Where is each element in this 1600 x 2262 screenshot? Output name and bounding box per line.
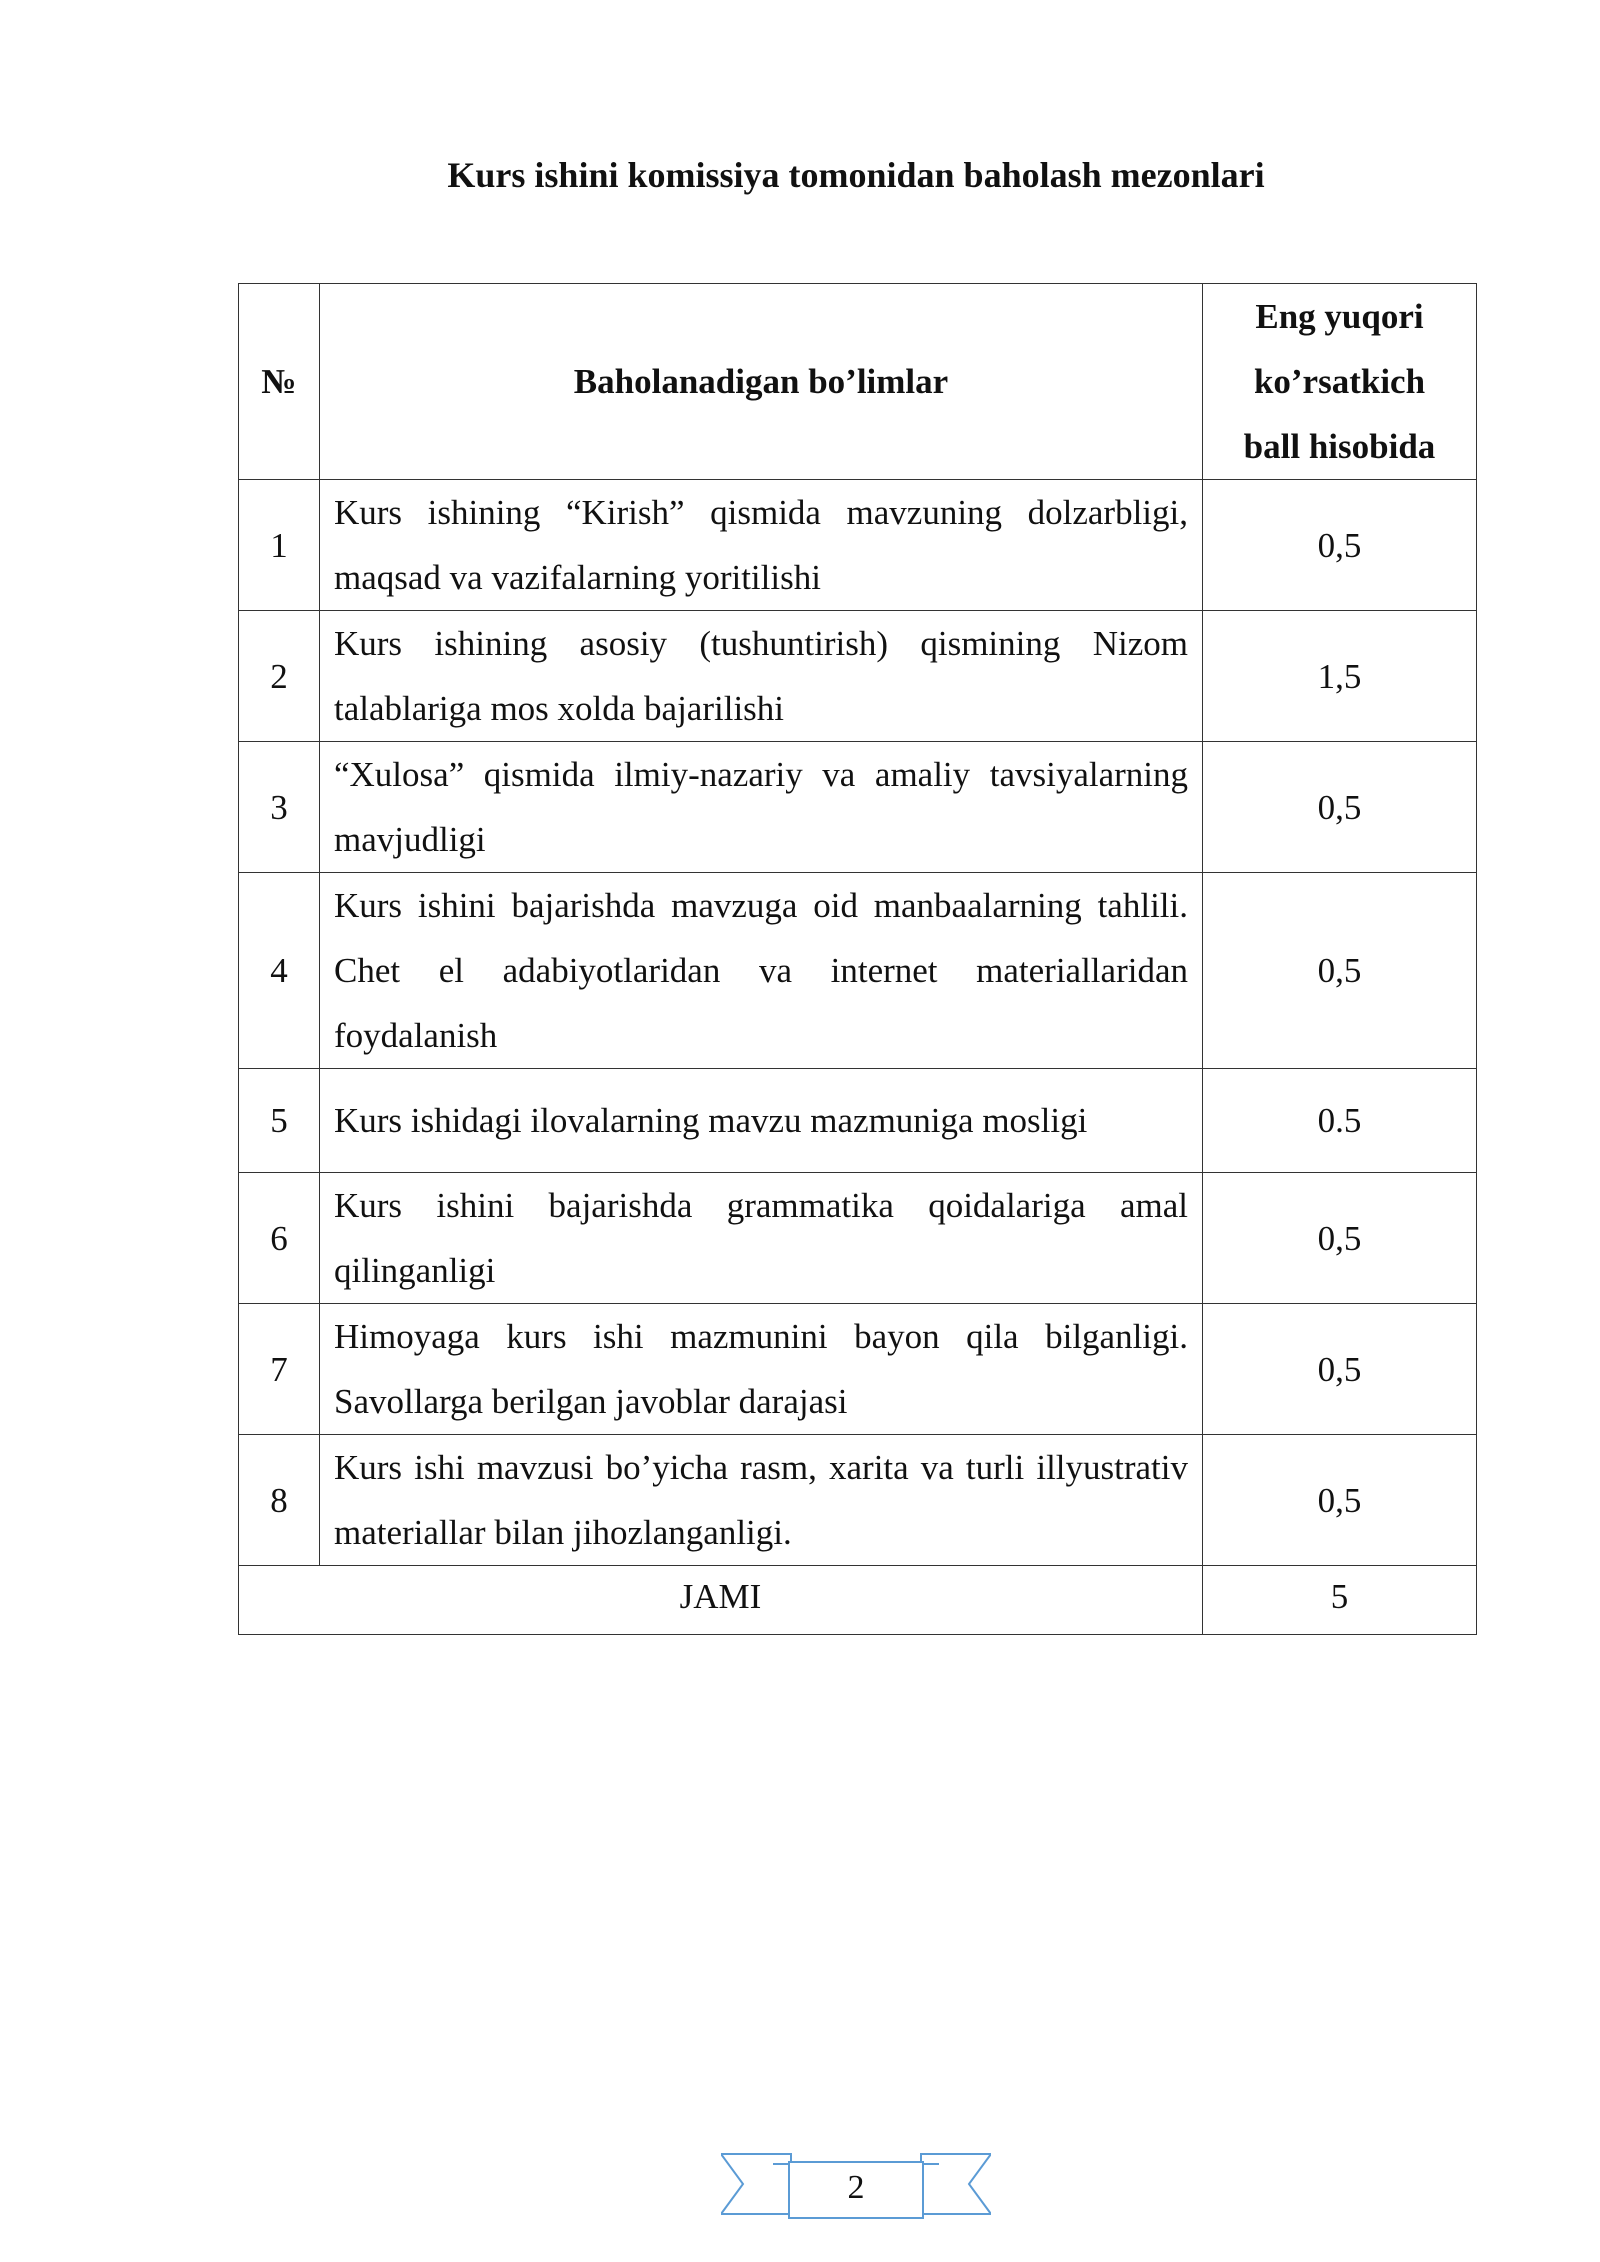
page-title: Kurs ishini komissiya tomonidan baholash mezonlari <box>447 155 1265 195</box>
table-header-row <box>239 284 1477 480</box>
row-score: 0,5 <box>1203 1304 1477 1435</box>
row-text: Kurs ishining asosiy (tushuntirish) qismining Nizom talablariga mos xolda bajarilishi <box>320 611 1203 742</box>
criteria-table <box>238 283 1477 1635</box>
row-number: 1 <box>239 480 320 611</box>
row-text: Kurs ishidagi ilovalarning mavzu mazmuniga mosligi <box>320 1069 1203 1173</box>
header-max-score-text: Eng yuqori ko’rsatkich ball hisobida <box>1243 297 1436 466</box>
table-row <box>239 873 1477 1069</box>
row-text: Kurs ishini bajarishda mavzuga oid manbaalarning tahlili. Chet el adabiyotlaridan va internet materiallaridan foydalanish <box>320 873 1203 1069</box>
total-score: 5 <box>1330 1577 1349 1616</box>
total-label-cell <box>239 1566 1203 1635</box>
row-score: 0,5 <box>1203 1435 1477 1566</box>
row-text: Himoyaga kurs ishi mazmunini bayon qila bilganligi. Savollarga berilgan javoblar darajasi <box>320 1304 1203 1435</box>
header-max-score <box>1203 284 1477 480</box>
table-row <box>239 1173 1477 1304</box>
row-number: 4 <box>239 873 320 1069</box>
table-row <box>239 611 1477 742</box>
header-number: № <box>239 284 320 480</box>
row-number: 8 <box>239 1435 320 1566</box>
total-row <box>239 1566 1477 1635</box>
table-row <box>239 480 1477 611</box>
row-score: 0.5 <box>1203 1069 1477 1173</box>
row-score: 0,5 <box>1203 873 1477 1069</box>
row-number: 6 <box>239 1173 320 1304</box>
row-number: 3 <box>239 742 320 873</box>
total-score-cell <box>1203 1566 1477 1635</box>
row-text: “Xulosa” qismida ilmiy-nazariy va amaliy tavsiyalarning mavjudligi <box>320 742 1203 873</box>
table-row <box>239 1435 1477 1566</box>
header-section: Baholanadigan bo’limlar <box>320 284 1203 480</box>
table-row <box>239 1069 1477 1173</box>
row-score: 0,5 <box>1203 1173 1477 1304</box>
row-text: Kurs ishi mavzusi bo’yicha rasm, xarita va turli illyustrativ materiallar bilan jihozlanganligi. <box>320 1435 1203 1566</box>
row-score: 1,5 <box>1203 611 1477 742</box>
row-score: 0,5 <box>1203 480 1477 611</box>
total-label: JAMI <box>679 1577 762 1616</box>
page-number-ribbon <box>721 2148 991 2220</box>
row-number: 7 <box>239 1304 320 1435</box>
table-row <box>239 1304 1477 1435</box>
row-text: Kurs ishining “Kirish” qismida mavzuning dolzarbligi, maqsad va vazifalarning yoritilishi <box>320 480 1203 611</box>
row-text: Kurs ishini bajarishda grammatika qoidalariga amal qilinganligi <box>320 1173 1203 1304</box>
row-number: 2 <box>239 611 320 742</box>
row-number: 5 <box>239 1069 320 1173</box>
row-score: 0,5 <box>1203 742 1477 873</box>
page-number: 2 <box>847 2169 865 2206</box>
table-row <box>239 742 1477 873</box>
